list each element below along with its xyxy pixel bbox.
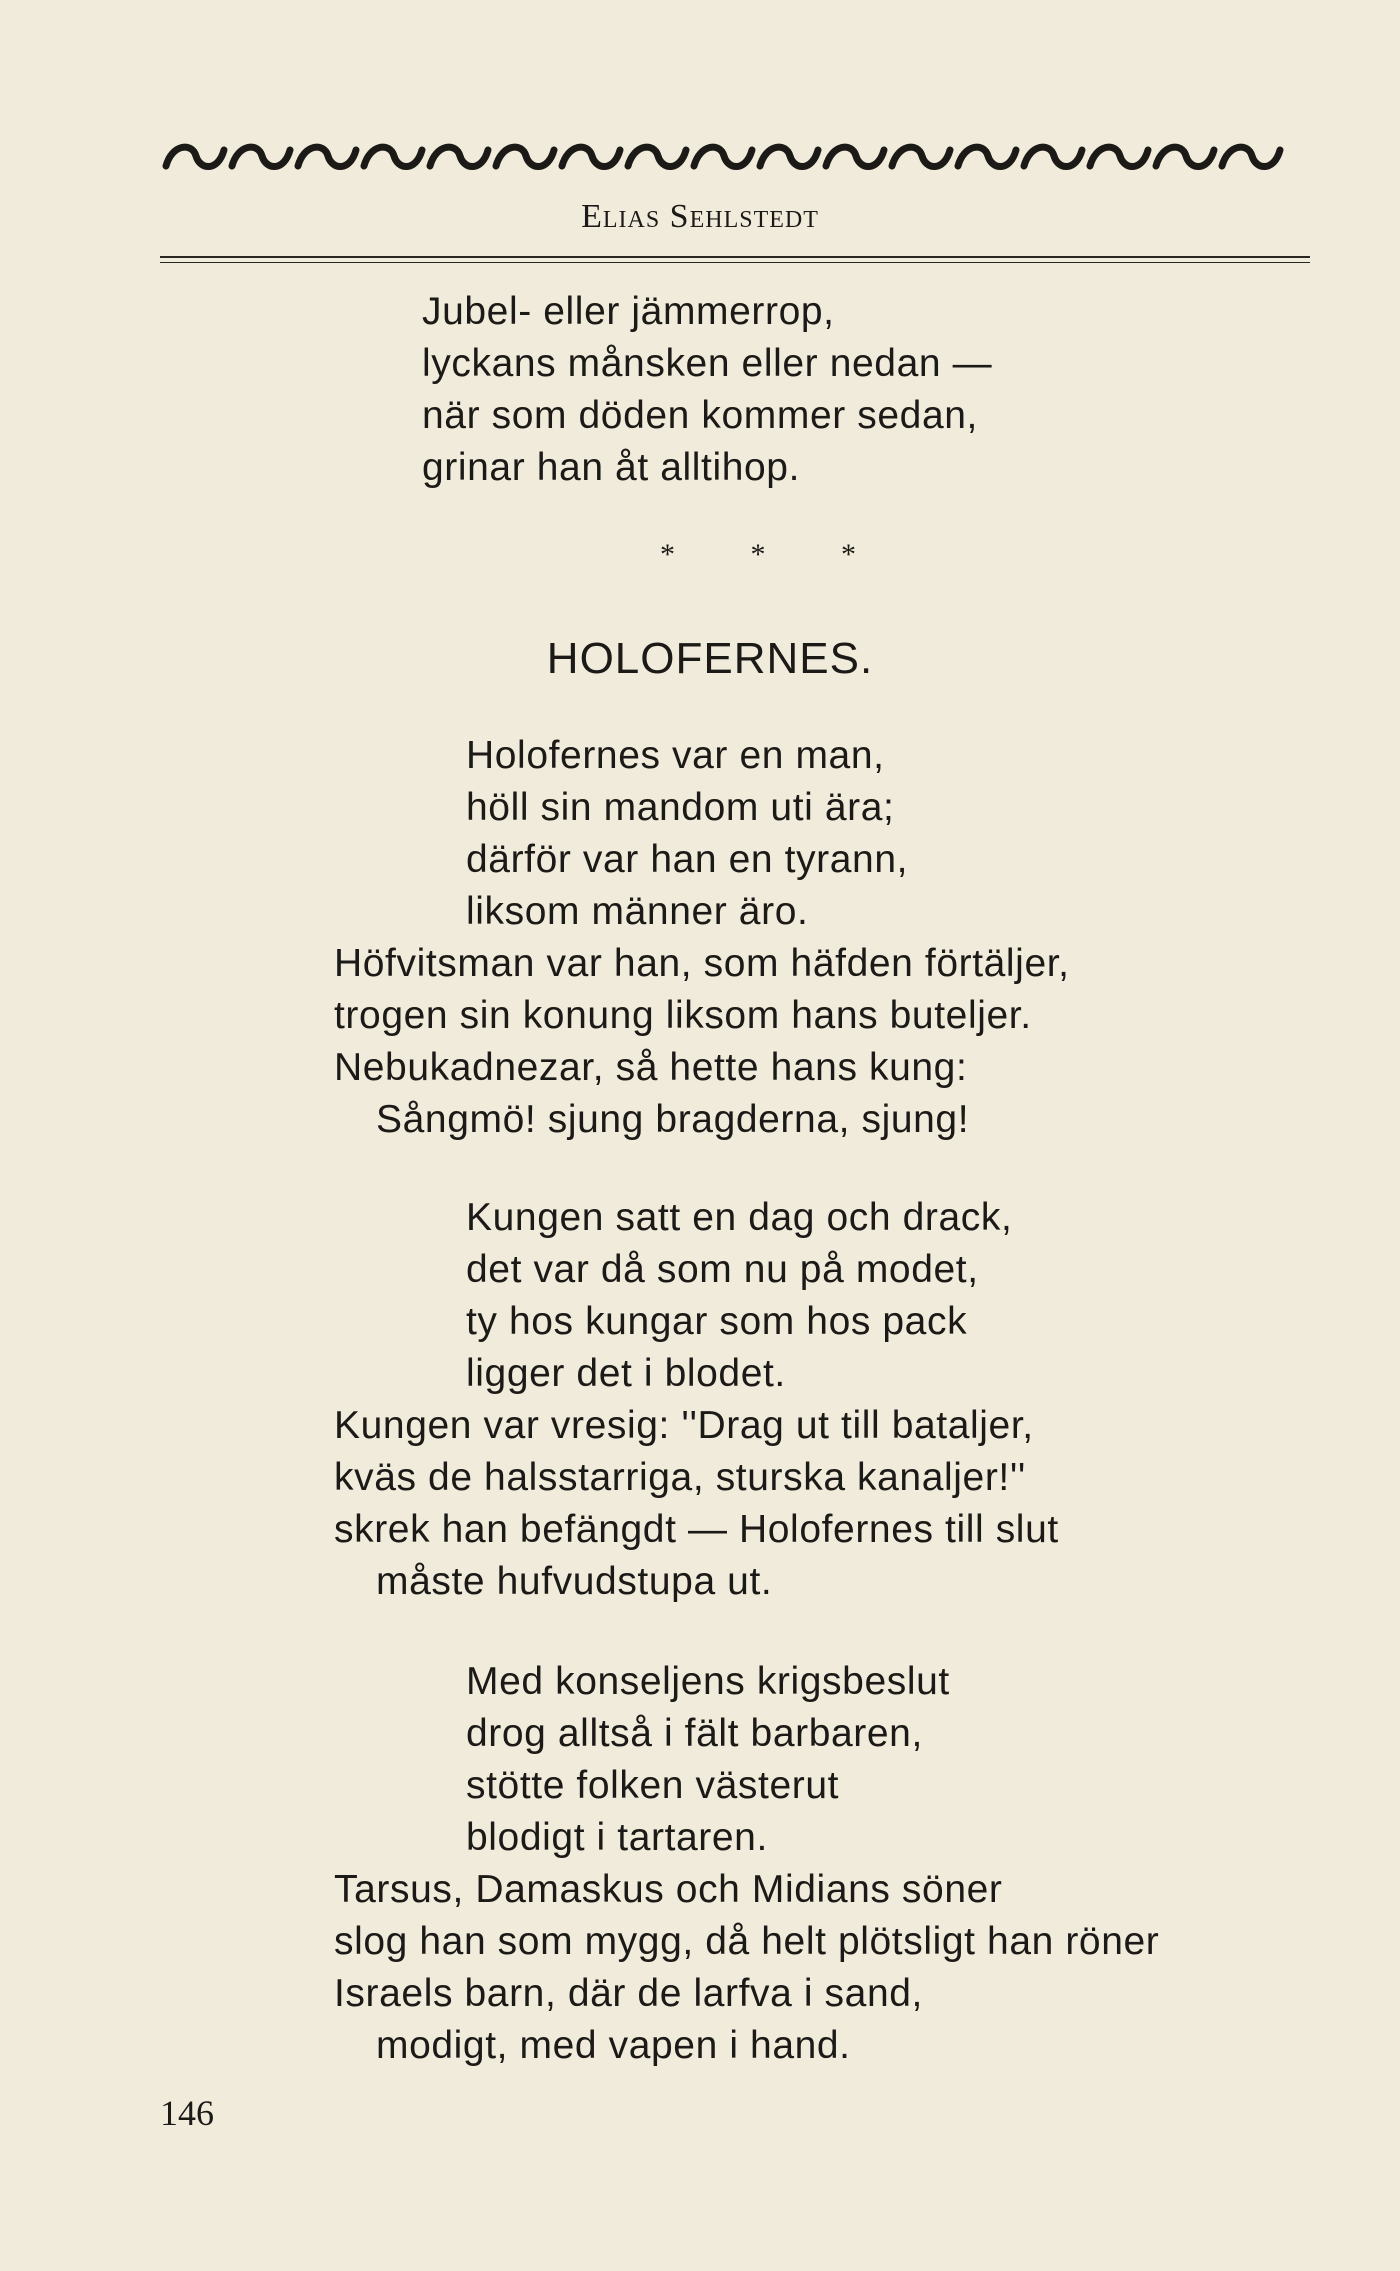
ornament-wave	[760, 147, 818, 166]
ornament-wave	[826, 147, 884, 166]
ornament-wave	[166, 147, 224, 166]
verse-line: Tarsus, Damaskus och Midians söner	[334, 1868, 1003, 1911]
verse-line: Höfvitsman var han, som häfden förtäljer,	[334, 942, 1070, 985]
ornament-wave	[430, 147, 488, 166]
verse-line: det var då som nu på modet,	[466, 1248, 979, 1291]
header-rule	[160, 256, 1310, 258]
page-number: 146	[160, 2093, 214, 2133]
verse-line: ty hos kungar som hos pack	[466, 1300, 968, 1343]
verse-line: trogen sin konung liksom hans buteljer.	[334, 994, 1032, 1037]
verse-line: höll sin mandom uti ära;	[466, 786, 895, 829]
ornament-wave	[298, 147, 356, 166]
verse-line: slog han som mygg, då helt plötsligt han röner	[334, 1920, 1160, 1963]
verse-line: drog alltså i fält barbaren,	[466, 1712, 923, 1755]
verse-line: Holofernes var en man,	[466, 734, 885, 777]
verse-line: kväs de halsstarriga, sturska kanaljer!''	[334, 1456, 1026, 1499]
verse-line: Nebukadnezar, så hette hans kung:	[334, 1046, 968, 1089]
verse-line: stötte folken västerut	[466, 1764, 840, 1807]
ornament-wave	[1024, 147, 1082, 166]
ornament-wave	[364, 147, 422, 166]
ornament-wave	[958, 147, 1016, 166]
header-rule-thin	[160, 262, 1310, 263]
verse-line: blodigt i tartaren.	[466, 1816, 768, 1859]
ornament-wave	[1090, 147, 1148, 166]
decorative-ornament-band	[160, 136, 1310, 180]
running-head: Elias Sehlstedt	[581, 198, 819, 235]
poem-title: HOLOFERNES.	[546, 634, 874, 683]
verse-line: ligger det i blodet.	[466, 1352, 786, 1395]
ornament-wave	[562, 147, 620, 166]
section-separator: * * *	[660, 538, 890, 571]
verse-line: grinar han åt alltihop.	[422, 446, 801, 489]
verse-line: skrek han befängdt — Holofernes till slut	[334, 1508, 1059, 1551]
verse-line: måste hufvudstupa ut.	[376, 1560, 773, 1603]
verse-line: modigt, med vapen i hand.	[376, 2024, 851, 2067]
verse-line: när som döden kommer sedan,	[422, 394, 978, 437]
ornament-wave	[1222, 147, 1280, 166]
verse-line: Jubel- eller jämmerrop,	[422, 290, 835, 333]
ornament-wave	[496, 147, 554, 166]
ornament-wave	[628, 147, 686, 166]
verse-line: Israels barn, där de larfva i sand,	[334, 1972, 923, 2015]
verse-line: därför var han en tyrann,	[466, 838, 909, 881]
verse-line: liksom männer äro.	[466, 890, 809, 933]
ornament-wave	[232, 147, 290, 166]
verse-line: Med konseljens krigsbeslut	[466, 1660, 950, 1703]
verse-line: Sångmö! sjung bragderna, sjung!	[376, 1098, 970, 1141]
ornament-wave	[1156, 147, 1214, 166]
ornament-wave	[892, 147, 950, 166]
verse-line: Kungen satt en dag och drack,	[466, 1196, 1013, 1239]
ornament-wave	[694, 147, 752, 166]
verse-line: lyckans månsken eller nedan —	[422, 342, 993, 385]
verse-line: Kungen var vresig: ''Drag ut till bataljer,	[334, 1404, 1034, 1447]
